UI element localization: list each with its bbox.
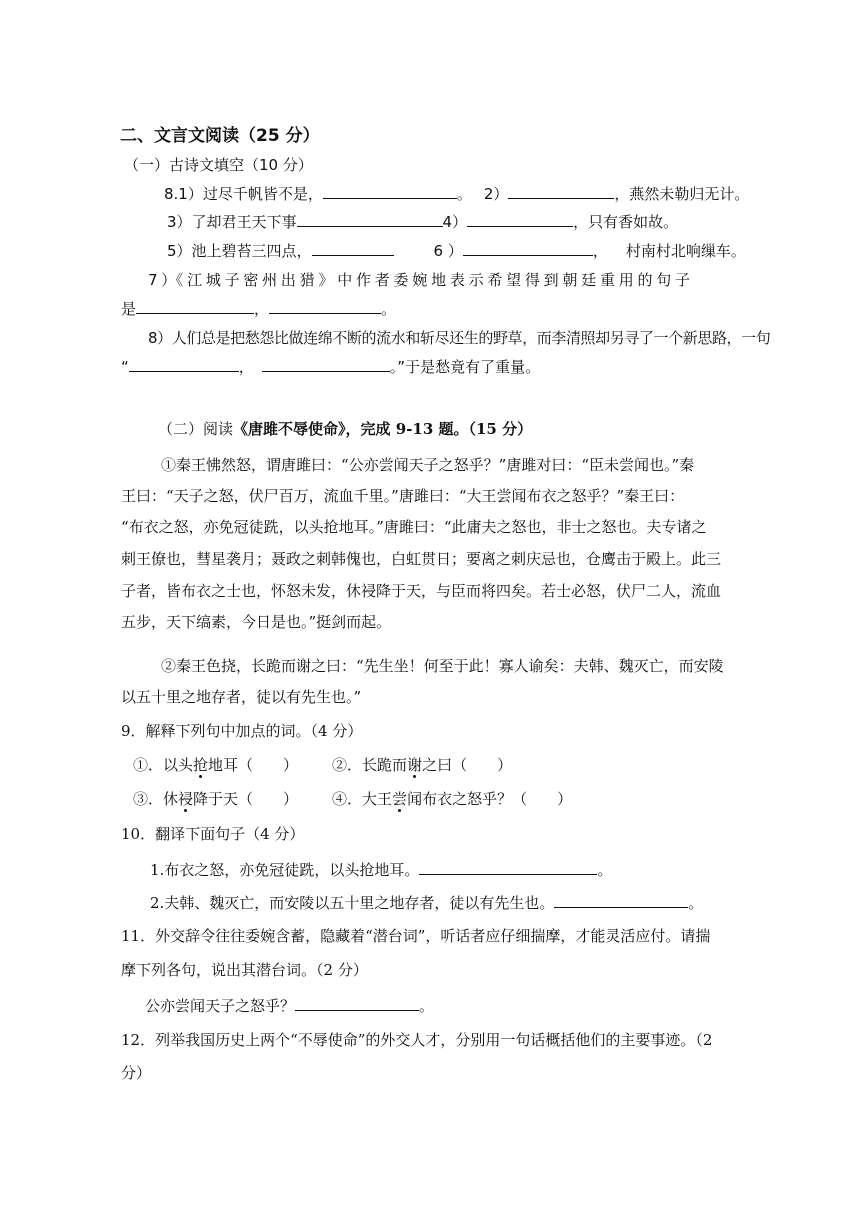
passage-line: “布衣之怒，亦免冠徒跣，以头抢地耳。”唐雎曰：“此庸夫之怒也，非士之怒也。夫专诸之 (121, 518, 707, 536)
answer-blank[interactable] (463, 241, 593, 256)
answer-blank[interactable] (312, 241, 394, 256)
q12-line-2: 分） (121, 1064, 152, 1082)
part1-title: （一）古诗文填空（10 分） (124, 156, 313, 174)
q10-sentence-2: 2.夫韩、魏灭亡，而安陵以五十里之地存者，徒以有先生也。 。 (150, 894, 704, 912)
q8-line-2: 3）了却君王天下事 4） ，只有香如故。 (167, 213, 679, 231)
answer-blank[interactable] (323, 184, 457, 199)
q8-line-3: 5）池上碧苔三四点， 6 ） ， 村南村北响缫车。 (167, 242, 746, 260)
passage-line: 以五十里之地存者，徒以有先生也。” (121, 688, 362, 706)
q11-line-2: 摩下列各句，说出其潜台词。（2 分） (121, 961, 368, 979)
passage-line: 五步，天下缟素，今日是也。”挺剑而起。 (121, 613, 392, 631)
passage-line: 王曰：“天子之怒，伏尸百万，流血千里。”唐雎曰：“大王尝闻布衣之怒乎？”秦王曰： (121, 487, 685, 505)
q12-line-1: 12．列举我国历史上两个“不辱使命”的外交人才，分别用一句话概括他们的主要事迹。（2 (121, 1031, 713, 1049)
passage-line: ①秦王怫然怒，谓唐雎曰：“公亦尝闻天子之怒乎？”唐雎对曰：“臣未尝闻也。”秦 (161, 456, 695, 474)
q10-sentence-1: 1.布衣之怒，亦免冠徒跣，以头抢地耳。 。 (150, 861, 613, 879)
q11-sentence: 公亦尝闻天子之怒乎？ 。 (145, 997, 435, 1015)
part2-title: （二）阅读《唐雎不辱使命》，完成 9-13 题。（15 分） (158, 420, 533, 438)
answer-blank[interactable] (269, 299, 381, 314)
answer-blank[interactable] (129, 357, 239, 372)
section-title: 二、文言文阅读（25 分） (120, 126, 320, 146)
q8b-line-2: “ ， 。”于是愁竟有了重量。 (121, 358, 541, 376)
q9-items-row-2: ③．休祲降于天（ ） ④．大王尝闻布衣之怒乎？（ ） (133, 790, 573, 808)
answer-blank[interactable] (508, 184, 614, 199)
answer-blank[interactable] (297, 212, 443, 227)
answer-blank[interactable] (554, 893, 688, 908)
q8-line-1: 8.1）过尽千帆皆不是， 。 2） ，燕然未勒归无计。 (164, 185, 750, 203)
q7-line-2: 是 ， 。 (121, 300, 397, 318)
q9-items-row-1: ①．以头抢地耳（ ） ②．长跪而谢之曰（ ） (133, 756, 513, 774)
answer-blank[interactable] (467, 212, 573, 227)
answer-blank[interactable] (295, 996, 419, 1011)
q8b-line-1: 8）人们总是把愁怨比做连绵不断的流水和斩尽还生的野草，而李清照却另寻了一个新思路，一句 (148, 329, 771, 347)
q11-line-1: 11．外交辞令往往委婉含蓄，隐藏着“潜台词”，听话者应仔细揣摩，才能灵活应付。请揣 (121, 927, 711, 945)
answer-blank[interactable] (419, 860, 597, 875)
passage-line: 刺王僚也，彗星袭月；聂政之刺韩傀也，白虹贯日；要离之刺庆忌也，仓鹰击于殿上。此三 (121, 550, 722, 568)
q9-title: 9．解释下列句中加点的词。（4 分） (121, 722, 363, 740)
q7-line-1: 7 ）《 江 城 子 密 州 出 猎 》 中 作 者 委 婉 地 表 示 希 望 得 到 朝 廷 重 用 的 句 子 (148, 271, 690, 289)
q10-title: 10．翻译下面句子（4 分） (121, 825, 305, 843)
passage-line: ②秦王色挠，长跪而谢之曰：“先生坐！何至于此！寡人谕矣：夫韩、魏灭亡，而安陵 (161, 657, 724, 675)
answer-blank[interactable] (136, 299, 254, 314)
passage-line: 子者，皆布衣之士也，怀怒未发，休祲降于天，与臣而将四矣。若士必怒，伏尸二人，流血 (121, 582, 722, 600)
answer-blank[interactable] (262, 357, 390, 372)
